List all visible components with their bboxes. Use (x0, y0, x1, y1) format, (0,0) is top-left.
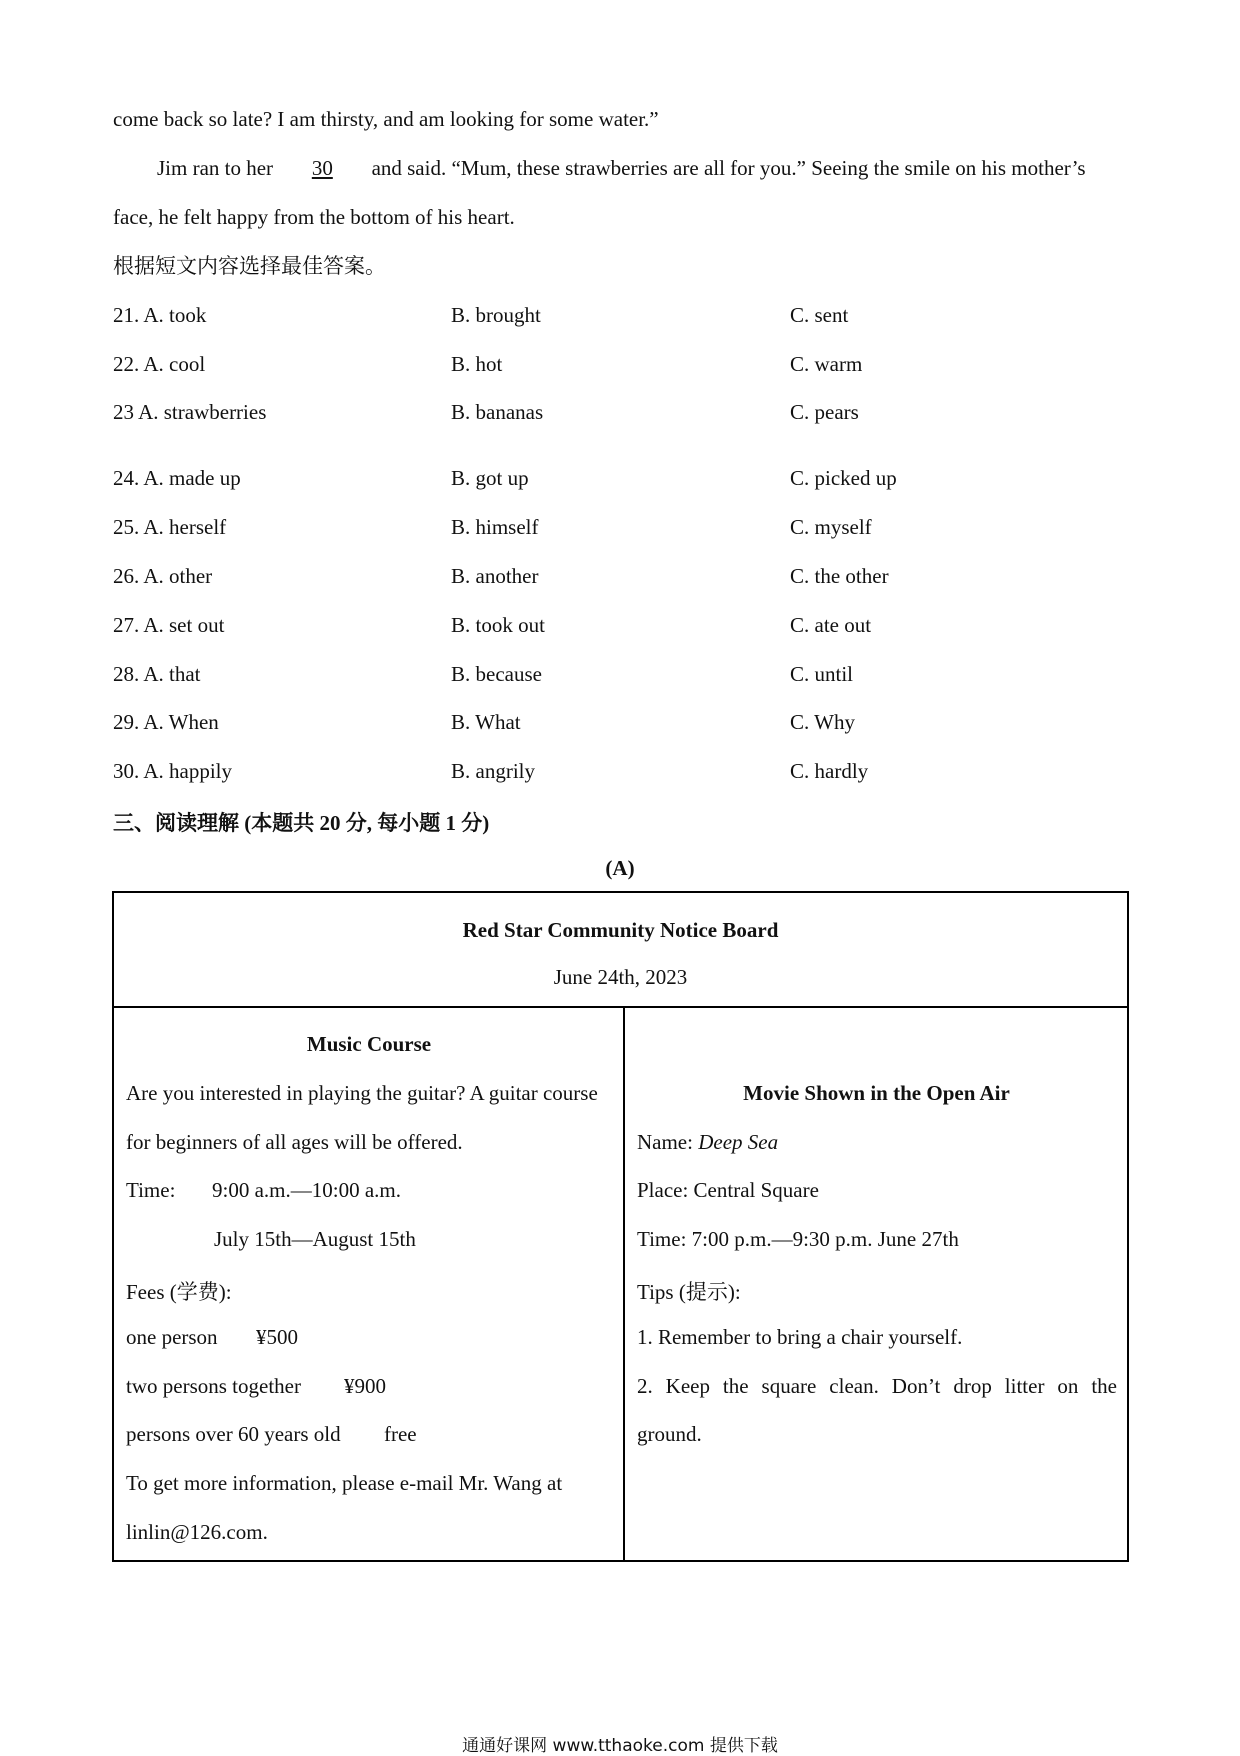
notice-date: June 24th, 2023 (553, 965, 688, 989)
question-option-b: B. got up (451, 466, 529, 490)
question-option-b: B. took out (451, 613, 545, 637)
passage-line: come back so late? I am thirsty, and am looking for some water.” (113, 107, 659, 131)
page-footer: 通通好课网 www.tthaoke.com 提供下载 (462, 1736, 778, 1756)
passage-line: face, he felt happy from the bottom of his heart. (113, 205, 515, 229)
movie-place: Place: Central Square (636, 1178, 819, 1202)
question-option-b: B. brought (451, 303, 541, 327)
question-option-c: C. warm (790, 352, 863, 376)
fee-value: ¥500 (256, 1325, 298, 1349)
fee-label: two persons together (126, 1374, 301, 1398)
notice-board (112, 891, 1129, 1562)
question-option-a: 24. A. made up (113, 466, 241, 490)
question-option-b: B. What (451, 710, 521, 734)
fee-label: one person (126, 1325, 218, 1349)
movie-name (637, 1130, 778, 1155)
contact-info: To get more information, please e-mail Mr. Wang at (126, 1471, 563, 1495)
question-option-c: C. picked up (790, 466, 897, 490)
instruction: 根据短文内容选择最佳答案。 (113, 254, 386, 278)
tip-item: ground. (636, 1422, 702, 1446)
tips-label: Tips (提示): (636, 1280, 741, 1304)
question-option-b: B. angrily (451, 759, 535, 783)
movie-cell (624, 1007, 1128, 1561)
question-option-c: C. the other (790, 564, 889, 588)
question-option-c: C. ate out (790, 613, 872, 637)
question-option-b: B. hot (451, 352, 503, 376)
tip-item: 2. Keep the square clean. Don’t drop litter on the (636, 1374, 1117, 1398)
question-option-c: C. sent (790, 303, 849, 327)
question-option-c: C. Why (790, 710, 855, 734)
passage-line (157, 156, 1086, 180)
answer-blank: 30 (311, 156, 333, 180)
time-hours: 9:00 a.m.—10:00 a.m. (212, 1178, 401, 1202)
movie-name-label: Name: (636, 1130, 699, 1154)
question-option-a: 22. A. cool (113, 352, 206, 376)
question-option-b: B. another (451, 564, 539, 588)
fee-value: ¥900 (344, 1374, 386, 1398)
movie-title: Deep Sea (698, 1130, 779, 1154)
question-option-a: 30. A. happily (113, 759, 232, 783)
music-course-cell (113, 1007, 624, 1561)
contact-email: linlin@126.com. (126, 1520, 268, 1544)
time-dates: July 15th—August 15th (214, 1227, 416, 1251)
question-option-a: 28. A. that (113, 662, 201, 686)
tip-item: 1. Remember to bring a chair yourself. (636, 1325, 963, 1349)
question-option-a: 27. A. set out (113, 613, 225, 637)
question-option-c: C. hardly (790, 759, 869, 783)
question-option-b: B. bananas (451, 400, 544, 424)
fee-label: persons over 60 years old (126, 1422, 341, 1446)
passage-text: Jim ran to her (157, 156, 279, 180)
music-heading: Music Course (306, 1032, 432, 1056)
question-option-a: 25. A. herself (113, 515, 227, 539)
notice-title: Red Star Community Notice Board (462, 918, 779, 942)
question-option-b: B. himself (451, 515, 539, 539)
music-intro: Are you interested in playing the guitar? A guitar course (126, 1081, 598, 1105)
movie-heading: Movie Shown in the Open Air (743, 1081, 1010, 1105)
question-option-a: 29. A. When (113, 710, 219, 734)
question-option-c: C. myself (790, 515, 872, 539)
question-option-a: 23 A. strawberries (113, 400, 267, 424)
passage-text: and said. “Mum, these strawberries are all for you.” Seeing the smile on his mother’s (366, 156, 1086, 180)
question-option-a: 26. A. other (113, 564, 213, 588)
notice-header (113, 892, 1128, 1007)
movie-time: Time: 7:00 p.m.—9:30 p.m. June 27th (636, 1227, 959, 1251)
question-option-c: C. pears (790, 400, 859, 424)
fees-label: Fees (学费): (126, 1280, 232, 1304)
question-option-a: 21. A. took (113, 303, 207, 327)
question-option-b: B. because (451, 662, 542, 686)
fee-value: free (384, 1422, 417, 1446)
section-title: 三、阅读理解 (本题共 20 分, 每小题 1 分) (113, 811, 490, 835)
music-intro: for beginners of all ages will be offered. (126, 1130, 463, 1154)
question-option-c: C. until (790, 662, 854, 686)
time-label: Time: (126, 1178, 176, 1202)
part-label: (A) (605, 856, 635, 880)
